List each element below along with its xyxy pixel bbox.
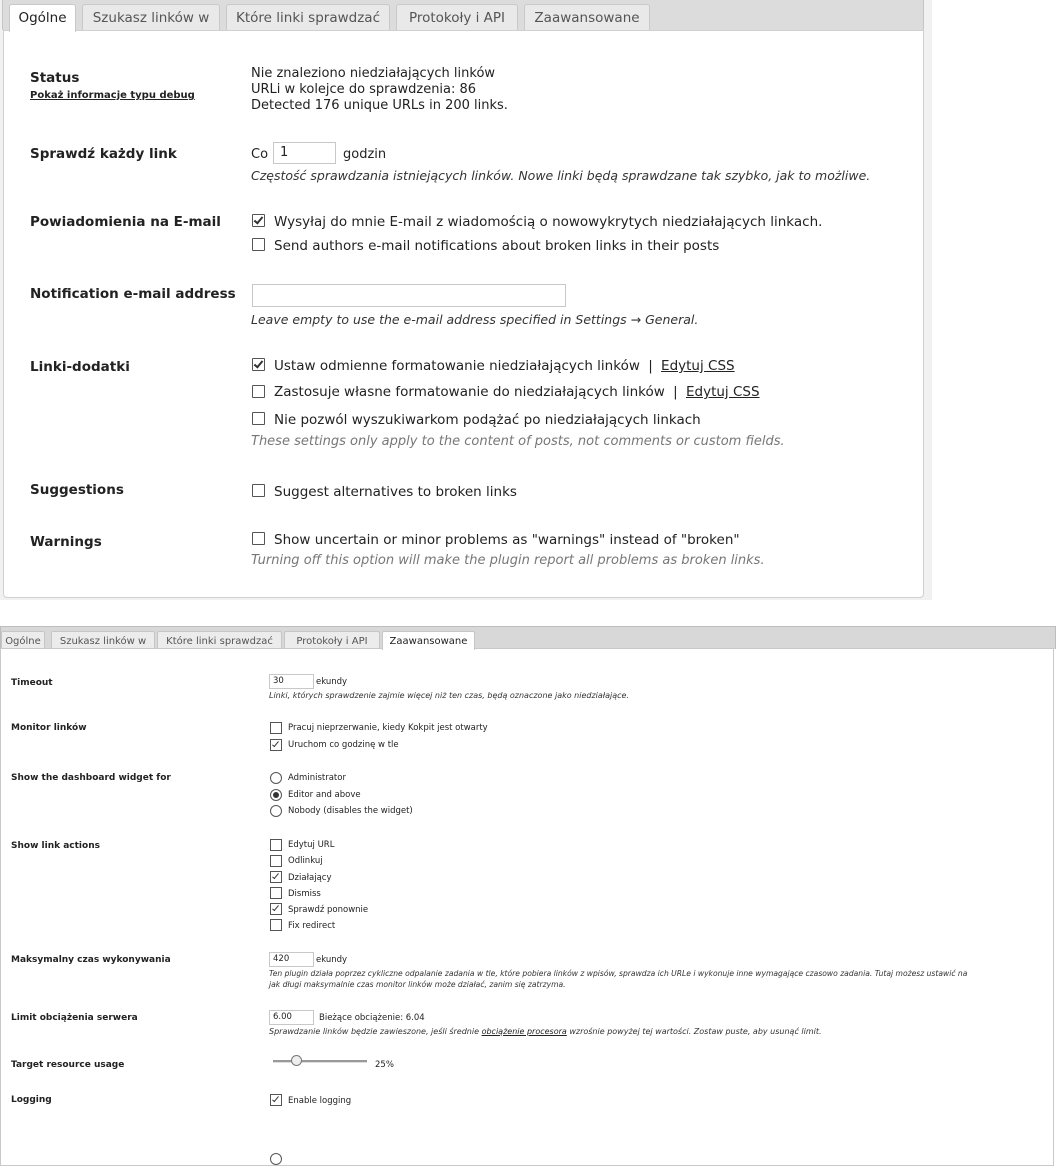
- status-label: Status: [30, 70, 80, 86]
- status-line-1: Nie znaleziono niedziałających linków: [251, 66, 496, 81]
- max-exec-unit: ekundy: [316, 955, 348, 965]
- check-every-label: Sprawdź każdy link: [30, 146, 177, 162]
- monitor-continuous-label: Pracuj nieprzerwanie, kiedy Kokpit jest otwarty: [288, 723, 488, 733]
- action-dismiss-label: Dismiss: [288, 889, 321, 899]
- current-load-text: Bieżące obciążenie: 6.04: [319, 1013, 425, 1023]
- widget-administrator-radio[interactable]: [270, 772, 282, 784]
- slider-thumb[interactable]: [291, 1055, 302, 1066]
- email-authors-label: Send authors e-mail notifications about broken links in their posts: [274, 238, 720, 254]
- separator: |: [673, 384, 678, 400]
- tab-look-for-links[interactable]: Szukasz linków w: [82, 4, 220, 30]
- removed-link-style-text: Zastosuje własne formatowanie do niedziałających linków: [274, 384, 665, 400]
- tab-protocols-api[interactable]: Protokoły i API: [396, 4, 518, 30]
- suggestions-label: Suggestions: [30, 482, 124, 498]
- tab-bar-advanced: [0, 626, 1056, 649]
- cpu-load-link[interactable]: obciążenie procesora: [481, 1027, 567, 1036]
- action-recheck-checkbox[interactable]: [270, 903, 282, 915]
- removed-link-style-checkbox[interactable]: [252, 385, 265, 398]
- monitor-continuous-checkbox[interactable]: [270, 722, 282, 734]
- load-limit-input[interactable]: 6.00: [269, 1010, 314, 1025]
- tab-general[interactable]: Ogólne: [1, 631, 45, 649]
- warnings-label: Warnings: [30, 534, 102, 550]
- settings-content: [3, 30, 924, 598]
- action-unlink-label: Odlinkuj: [288, 856, 323, 866]
- removed-link-style-label: [274, 384, 760, 400]
- warnings-option: Show uncertain or minor problems as "warnings" instead of "broken": [274, 532, 740, 548]
- widget-administrator-label: Administrator: [288, 773, 346, 783]
- edit-css-link-2[interactable]: Edytuj CSS: [685, 384, 760, 400]
- action-fix-redirect-checkbox[interactable]: [270, 919, 282, 931]
- tab-advanced[interactable]: Zaawansowane: [524, 4, 650, 30]
- tab-advanced[interactable]: Zaawansowane: [382, 631, 475, 650]
- max-exec-label: Maksymalny czas wykonywania: [11, 955, 171, 965]
- monitor-label: Monitor linków: [11, 723, 87, 733]
- separator: |: [648, 358, 653, 374]
- log-location-radio[interactable]: [270, 1153, 282, 1165]
- check-interval-input[interactable]: 1: [273, 142, 336, 164]
- tab-general[interactable]: Ogólne: [9, 4, 76, 32]
- advanced-content: [0, 648, 1054, 1166]
- check-every-prefix: Co: [251, 147, 269, 162]
- max-exec-description-1: Ten plugin działa poprzez cykliczne odpalanie zadania w tle, które pobiera linków z wpisów, sprawdza ich URLe i wykonuje inne wymagające czasowo zadania. Tutaj możesz ustawić na: [269, 969, 968, 978]
- email-me-checkbox[interactable]: [252, 214, 265, 227]
- widget-nobody-label: Nobody (disables the widget): [288, 806, 413, 816]
- nofollow-label: Nie pozwól wyszukiwarkom podążać po niedziałających linkach: [274, 412, 701, 428]
- suggestions-checkbox[interactable]: [252, 484, 265, 497]
- tab-protocols-api[interactable]: Protokoły i API: [284, 631, 380, 649]
- notification-email-input[interactable]: [252, 284, 566, 307]
- resource-usage-slider[interactable]: [273, 1053, 369, 1069]
- action-not-broken-label: Działający: [288, 873, 332, 883]
- advanced-settings-panel: [0, 626, 1056, 1164]
- action-dismiss-checkbox[interactable]: [270, 887, 282, 899]
- max-exec-input[interactable]: 420: [269, 952, 314, 967]
- edit-css-link-1[interactable]: Edytuj CSS: [661, 358, 735, 374]
- action-recheck-label: Sprawdź ponownie: [288, 905, 369, 915]
- timeout-input[interactable]: 30: [269, 674, 314, 689]
- load-limit-desc-b: wzrośnie powyżej tej wartości. Zostaw puste, aby usunąć limit.: [566, 1027, 822, 1036]
- link-actions-label: Show link actions: [11, 841, 100, 851]
- resource-usage-value: 25%: [375, 1060, 394, 1070]
- broken-link-style-checkbox[interactable]: [252, 358, 265, 371]
- warnings-note: Turning off this option will make the plugin report all problems as broken links.: [251, 553, 765, 568]
- timeout-description: Linki, których sprawdzenie zajmie więcej niż ten czas, będą oznaczone jako niedziałające.: [269, 691, 629, 700]
- tab-which-links[interactable]: Które linki sprawdzać: [157, 631, 282, 649]
- action-edit-url-label: Edytuj URL: [288, 840, 335, 850]
- email-authors-checkbox[interactable]: [252, 238, 265, 251]
- tab-look-for-links[interactable]: Szukasz linków w: [51, 631, 155, 649]
- status-line-2: URLi w kolejce do sprawdzenia: 86: [251, 82, 477, 97]
- check-every-description: Częstość sprawdzania istniejących linków. Nowe linki będą sprawdzane tak szybko, jak to możliwe.: [251, 168, 871, 183]
- resource-usage-label: Target resource usage: [11, 1060, 125, 1070]
- broken-link-style-text: Ustaw odmienne formatowanie niedziałających linków: [274, 358, 640, 374]
- tab-which-links[interactable]: Które linki sprawdzać: [226, 4, 390, 30]
- monitor-hourly-label: Uruchom co godzinę w tle: [288, 740, 399, 750]
- widget-nobody-radio[interactable]: [270, 805, 282, 817]
- widget-label: Show the dashboard widget for: [11, 773, 171, 783]
- timeout-unit: ekundy: [316, 677, 348, 687]
- enable-logging-checkbox[interactable]: [270, 1094, 282, 1106]
- max-exec-description-2: jak długi maksymalnie czas monitor linków może działać, zanim się zatrzyma.: [269, 980, 566, 989]
- action-unlink-checkbox[interactable]: [270, 855, 282, 867]
- nofollow-checkbox[interactable]: [252, 412, 265, 425]
- load-limit-description: [269, 1027, 822, 1036]
- status-line-3: Detected 176 unique URLs in 200 links.: [251, 98, 508, 113]
- slider-track: [273, 1060, 367, 1063]
- enable-logging-label: Enable logging: [288, 1096, 352, 1106]
- action-fix-redirect-label: Fix redirect: [288, 921, 336, 931]
- notification-address-label: Notification e-mail address: [30, 286, 236, 302]
- link-tweaks-label: Linki-dodatki: [30, 359, 130, 375]
- action-edit-url-checkbox[interactable]: [270, 839, 282, 851]
- action-not-broken-checkbox[interactable]: [270, 871, 282, 883]
- warnings-checkbox[interactable]: [252, 532, 265, 545]
- timeout-label: Timeout: [11, 678, 53, 688]
- load-limit-label: Limit obciążenia serwera: [11, 1013, 138, 1023]
- email-me-label: Wysyłaj do mnie E-mail z wiadomością o nowowykrytych niedziałających linkach.: [274, 214, 823, 230]
- monitor-hourly-checkbox[interactable]: [270, 739, 282, 751]
- tab-bar: [2, 0, 924, 32]
- email-notifications-label: Powiadomienia na E-mail: [30, 214, 221, 230]
- general-settings-panel: [0, 0, 932, 600]
- logging-label: Logging: [11, 1095, 52, 1105]
- widget-editor-label: Editor and above: [288, 790, 361, 800]
- check-every-suffix: godzin: [343, 147, 387, 162]
- widget-editor-radio[interactable]: [270, 789, 282, 801]
- broken-link-style-label: [274, 358, 735, 374]
- suggestions-option: Suggest alternatives to broken links: [274, 484, 517, 500]
- debug-info-link[interactable]: Pokaż informacje typu debug: [30, 90, 195, 101]
- load-limit-desc-a: Sprawdzanie linków będzie zawieszone, jeśli średnie: [269, 1027, 482, 1036]
- notification-address-description: Leave empty to use the e-mail address specified in Settings → General.: [251, 312, 699, 327]
- link-tweaks-note: These settings only apply to the content of posts, not comments or custom fields.: [251, 434, 785, 449]
